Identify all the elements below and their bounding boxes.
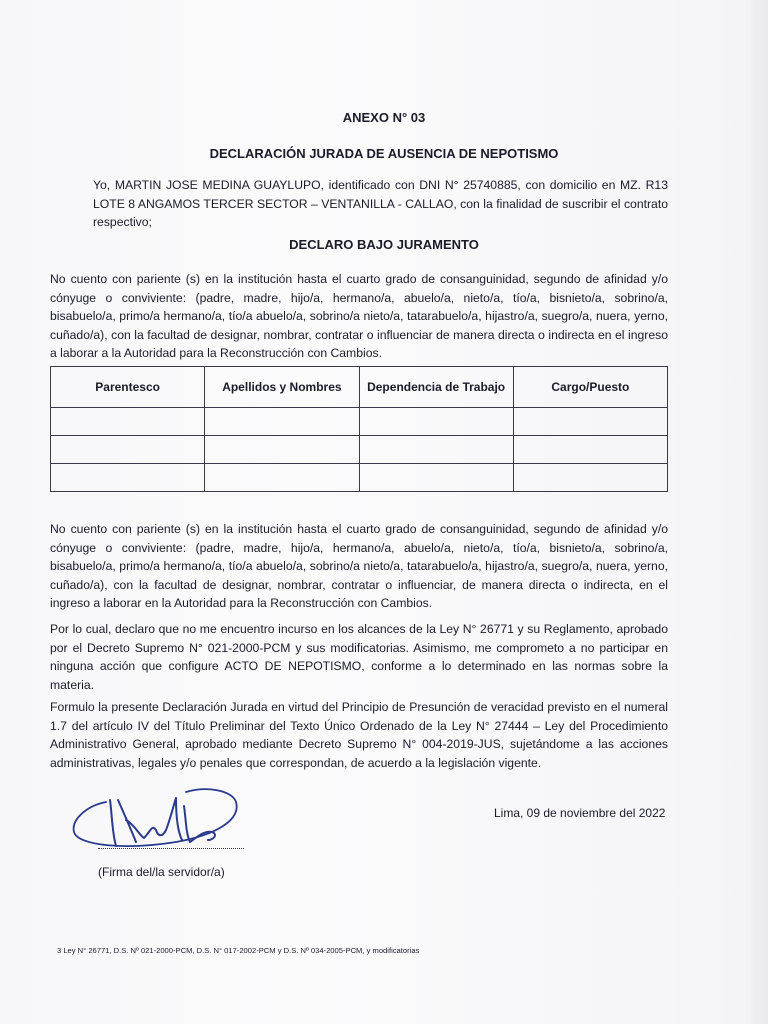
paragraph-2: No cuento con pariente (s) en la institución hasta el cuarto grado de consanguinidad, segundo de afinidad y/o cónyuge o conviviente: (padre, madre, hijo/a, hermano/a, abuelo/a, nieto/a, tío/a, bisnieto/a, sobrino/a, bisabuelo/a, primo/a hermano/a, tío/a abuelo/a, sobrino/a nieto/a, tatarabuelo/a, hijastro/a, suegro/a, nuera, yerno, cuñado/a), con la facultad de designar, nombrar, contratar o influenciar, de manera directa o indirecta, en el ingreso a laborar en la Autoridad para la Reconstrucción con Cambios. [50, 522, 668, 611]
header-parentesco: Parentesco [51, 367, 205, 408]
signature-line [98, 848, 244, 849]
oath-heading: DECLARO BAJO JURAMENTO [289, 237, 479, 252]
table-cell [359, 464, 513, 492]
paragraph-4: Formulo la presente Declaración Jurada en virtud del Principio de Presunción de veracidad previsto en el numeral 1.7 del artículo IV del Título Preliminar del Texto Único Ordenado de la Ley N° 27444 – Ley del Procedimiento Administrativo General, aprobado mediante Decreto Supremo N° 004-2019-JUS, sujetándome a las acciones administrativas, legales y/o penales que correspondan, de acuerdo a la legislación vigente. [50, 700, 668, 770]
table-cell [51, 464, 205, 492]
intro-paragraph: Yo, MARTIN JOSE MEDINA GUAYLUPO, identificado con DNI N° 25740885, con domicilio en MZ. R13 LOTE 8 ANGAMOS TERCER SECTOR – VENTANILLA - CALLAO, con la finalidad de suscribir el contrato respectivo; [93, 178, 668, 230]
header-dependencia: Dependencia de Trabajo [359, 367, 513, 408]
paragraph-3: Por lo cual, declaro que no me encuentro incurso en los alcances de la Ley N° 26771 y su Reglamento, aprobado por el Decreto Supremo N° 021-2000-PCM y sus modificatorias. Asimismo, me comprometo a no participar en ninguna acción que configure ACTO DE NEPOTISMO, conforme a lo determinado en las normas sobre la materia. [50, 622, 668, 692]
date-place: Lima, 09 de noviembre del 2022 [494, 806, 666, 820]
table-cell [359, 436, 513, 464]
relatives-table [50, 366, 668, 492]
footnote: 3 Ley N° 26771, D.S. Nº 021-2000-PCM, D.S. N° 017-2002-PCM y D.S. Nº 034-2005-PCM, y modificatorias [57, 946, 420, 955]
table-cell [51, 436, 205, 464]
table-cell [513, 436, 667, 464]
table-cell [205, 436, 359, 464]
table-row [51, 408, 668, 436]
table-row [51, 464, 668, 492]
table-header-row [51, 367, 668, 408]
table-cell [513, 408, 667, 436]
table-cell [205, 464, 359, 492]
header-apellidos-nombres: Apellidos y Nombres [205, 367, 359, 408]
table-cell [513, 464, 667, 492]
table-cell [51, 408, 205, 436]
document-title: DECLARACIÓN JURADA DE AUSENCIA DE NEPOTISMO [209, 146, 559, 161]
table-cell [205, 408, 359, 436]
table-cell [359, 408, 513, 436]
table-row [51, 436, 668, 464]
header-cargo: Cargo/Puesto [513, 367, 667, 408]
paragraph-1: No cuento con pariente (s) en la institución hasta el cuarto grado de consanguinidad, segundo de afinidad y/o cónyuge o conviviente: (padre, madre, hijo/a, hermano/a, abuelo/a, nieto/a, tío/a, bisnieto/a, sobrino/a, bisabuelo/a, primo/a hermano/a, tío/a abuelo/a, sobrino/a nieto/a, tatarabuelo/a, hijastro/a, suegro/a, nuera, yerno, cuñado/a), con la facultad de designar, nombrar, contratar o influenciar de manera directa o indirecta en el ingreso a laborar a la Autoridad para la Reconstrucción con Cambios. [50, 272, 668, 361]
annex-number: ANEXO N° 03 [342, 110, 426, 125]
signature-label: (Firma del/la servidor/a) [98, 865, 225, 879]
